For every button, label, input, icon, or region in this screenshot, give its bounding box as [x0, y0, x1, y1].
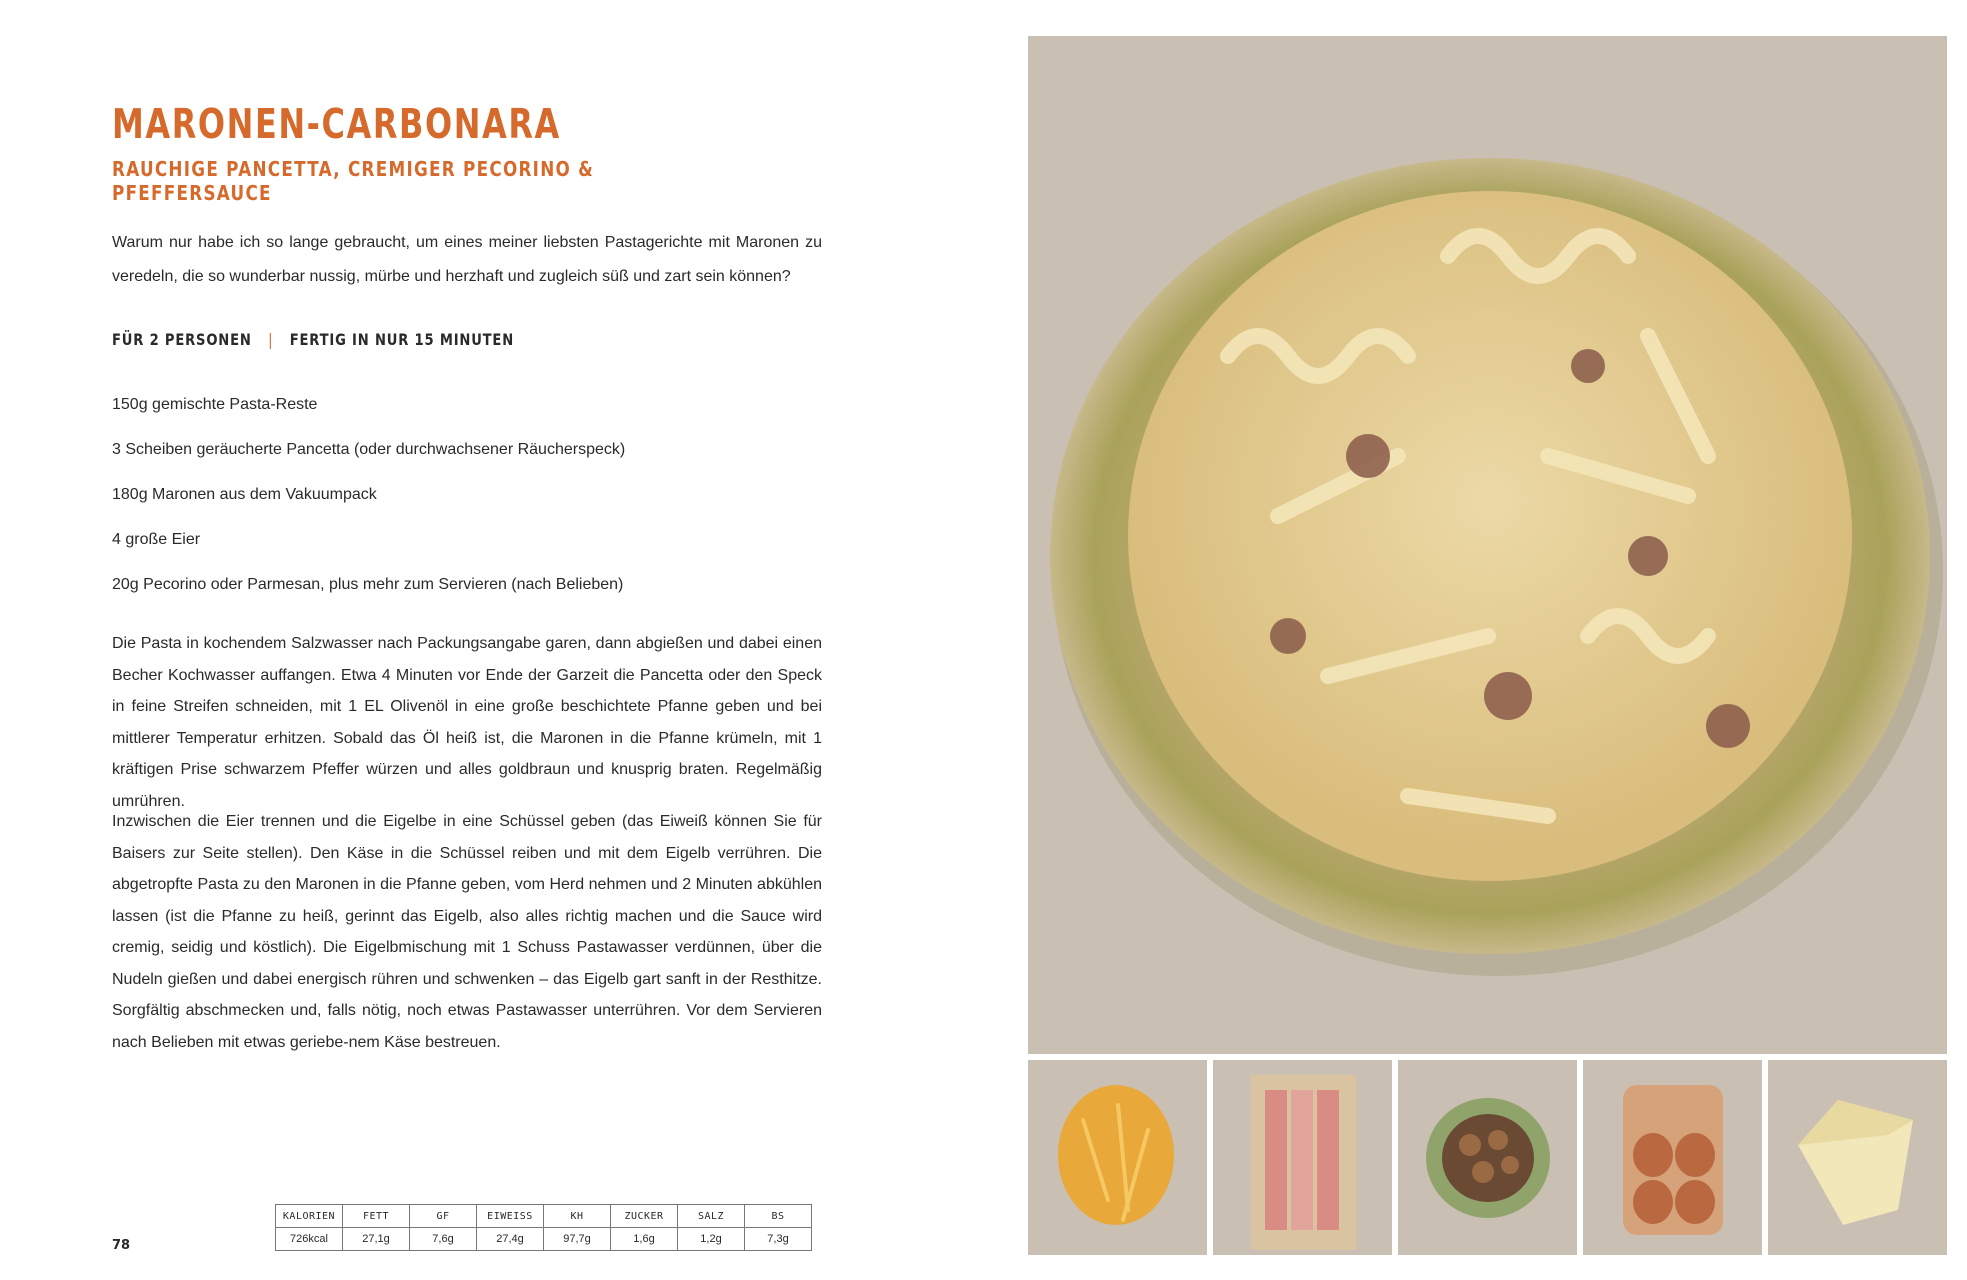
- nutrition-value: 7,3g: [745, 1228, 812, 1251]
- page-number: 78: [112, 1238, 131, 1253]
- nutrition-header: FETT: [343, 1205, 410, 1228]
- nutrition-value: 27,4g: [477, 1228, 544, 1251]
- pasta-dish-photo: [1028, 36, 1947, 1054]
- ingredient-item: 4 große Eier: [112, 531, 201, 548]
- eggs-carton-photo: [1583, 1060, 1762, 1255]
- nutrition-header: KALORIEN: [276, 1205, 343, 1228]
- nutrition-value: 27,1g: [343, 1228, 410, 1251]
- ingredient-item: 150g gemischte Pasta-Reste: [112, 396, 318, 413]
- servings-label: FÜR 2 PERSONEN: [112, 330, 252, 349]
- recipe-meta: [112, 330, 514, 349]
- nutrition-header: GF: [410, 1205, 477, 1228]
- nutrition-value-row: [276, 1228, 812, 1251]
- nutrition-header: BS: [745, 1205, 812, 1228]
- recipe-intro: Warum nur habe ich so lange gebraucht, um eines meiner liebsten Pastagerichte mit Maronen zu veredeln, die so wunderbar nussig, mürbe und herzhaft und zugleich süß und zart sein können?: [112, 234, 822, 285]
- recipe-title: MARONEN-CARBONARA: [112, 100, 561, 148]
- nutrition-header: SALZ: [678, 1205, 745, 1228]
- grated-cheese-photo: [1028, 1060, 1207, 1255]
- chestnuts-bowl-photo: [1398, 1060, 1577, 1255]
- nutrition-header: ZUCKER: [611, 1205, 678, 1228]
- nutrition-value: 7,6g: [410, 1228, 477, 1251]
- ingredient-item: 3 Scheiben geräucherte Pancetta (oder durchwachsener Räucherspeck): [112, 441, 626, 458]
- nutrition-header: KH: [544, 1205, 611, 1228]
- time-label: FERTIG IN NUR 15 MINUTEN: [289, 330, 515, 349]
- nutrition-value: 1,2g: [678, 1228, 745, 1251]
- pecorino-wedge-photo: [1768, 1060, 1947, 1255]
- nutrition-value: 1,6g: [611, 1228, 678, 1251]
- pancetta-photo: [1213, 1060, 1392, 1255]
- ingredient-list: [112, 392, 625, 617]
- meta-separator: |: [268, 330, 274, 349]
- ingredient-item: 180g Maronen aus dem Vakuumpack: [112, 486, 377, 503]
- nutrition-table: [275, 1204, 812, 1251]
- ingredient-item: 20g Pecorino oder Parmesan, plus mehr zum Servieren (nach Belieben): [112, 576, 624, 593]
- nutrition-value: 726kcal: [276, 1228, 343, 1251]
- nutrition-value: 97,7g: [544, 1228, 611, 1251]
- recipe-subtitle: RAUCHIGE PANCETTA, CREMIGER PECORINO & PFEFFERSAUCE: [112, 157, 595, 205]
- recipe-text-column: [112, 0, 822, 1280]
- nutrition-header-row: [276, 1205, 812, 1228]
- method-step-2: Inzwischen die Eier trennen und die Eigelbe in eine Schüssel geben (das Eiweiß können Sie für Baisers zur Seite stellen). Den Käse in die Schüssel reiben und mit dem Eigelb verrühren. Die abgetropfte Pasta zu den Maronen in die Pfanne geben, vom Herd nehmen und 2 Minuten abkühlen lassen (ist die Pfanne zu heiß, gerinnt das Eigelb, also alles richtig machen und die Sauce wird cremig, seidig und köstlich). Die Eigelbmischung mit 1 Schuss Pastawasser verdünnen, über die Nudeln gießen und dabei energisch rühren und schwenken – das Eigelb gart sanft in der Resthitze. Sorgfältig abschmecken und, falls nötig, noch etwas Pastawasser unterrühren. Vor dem Servieren nach Belieben mit etwas geriebe-nem Käse bestreuen.: [112, 813, 822, 1051]
- nutrition-header: EIWEISS: [477, 1205, 544, 1228]
- method-step-1: Die Pasta in kochendem Salzwasser nach Packungsangabe garen, dann abgießen und dabei einen Becher Kochwasser auffangen. Etwa 4 Minuten vor Ende der Garzeit die Pancetta oder den Speck in feine Streifen schneiden, mit 1 EL Olivenöl in eine große beschichtete Pfanne geben und bei mittlerer Temperatur erhitzen. Sobald das Öl heiß ist, die Maronen in die Pfanne krümeln, mit 1 kräftigen Prise schwarzem Pfeffer würzen und alles goldbraun und knusprig braten. Regelmäßig umrühren.: [112, 635, 822, 810]
